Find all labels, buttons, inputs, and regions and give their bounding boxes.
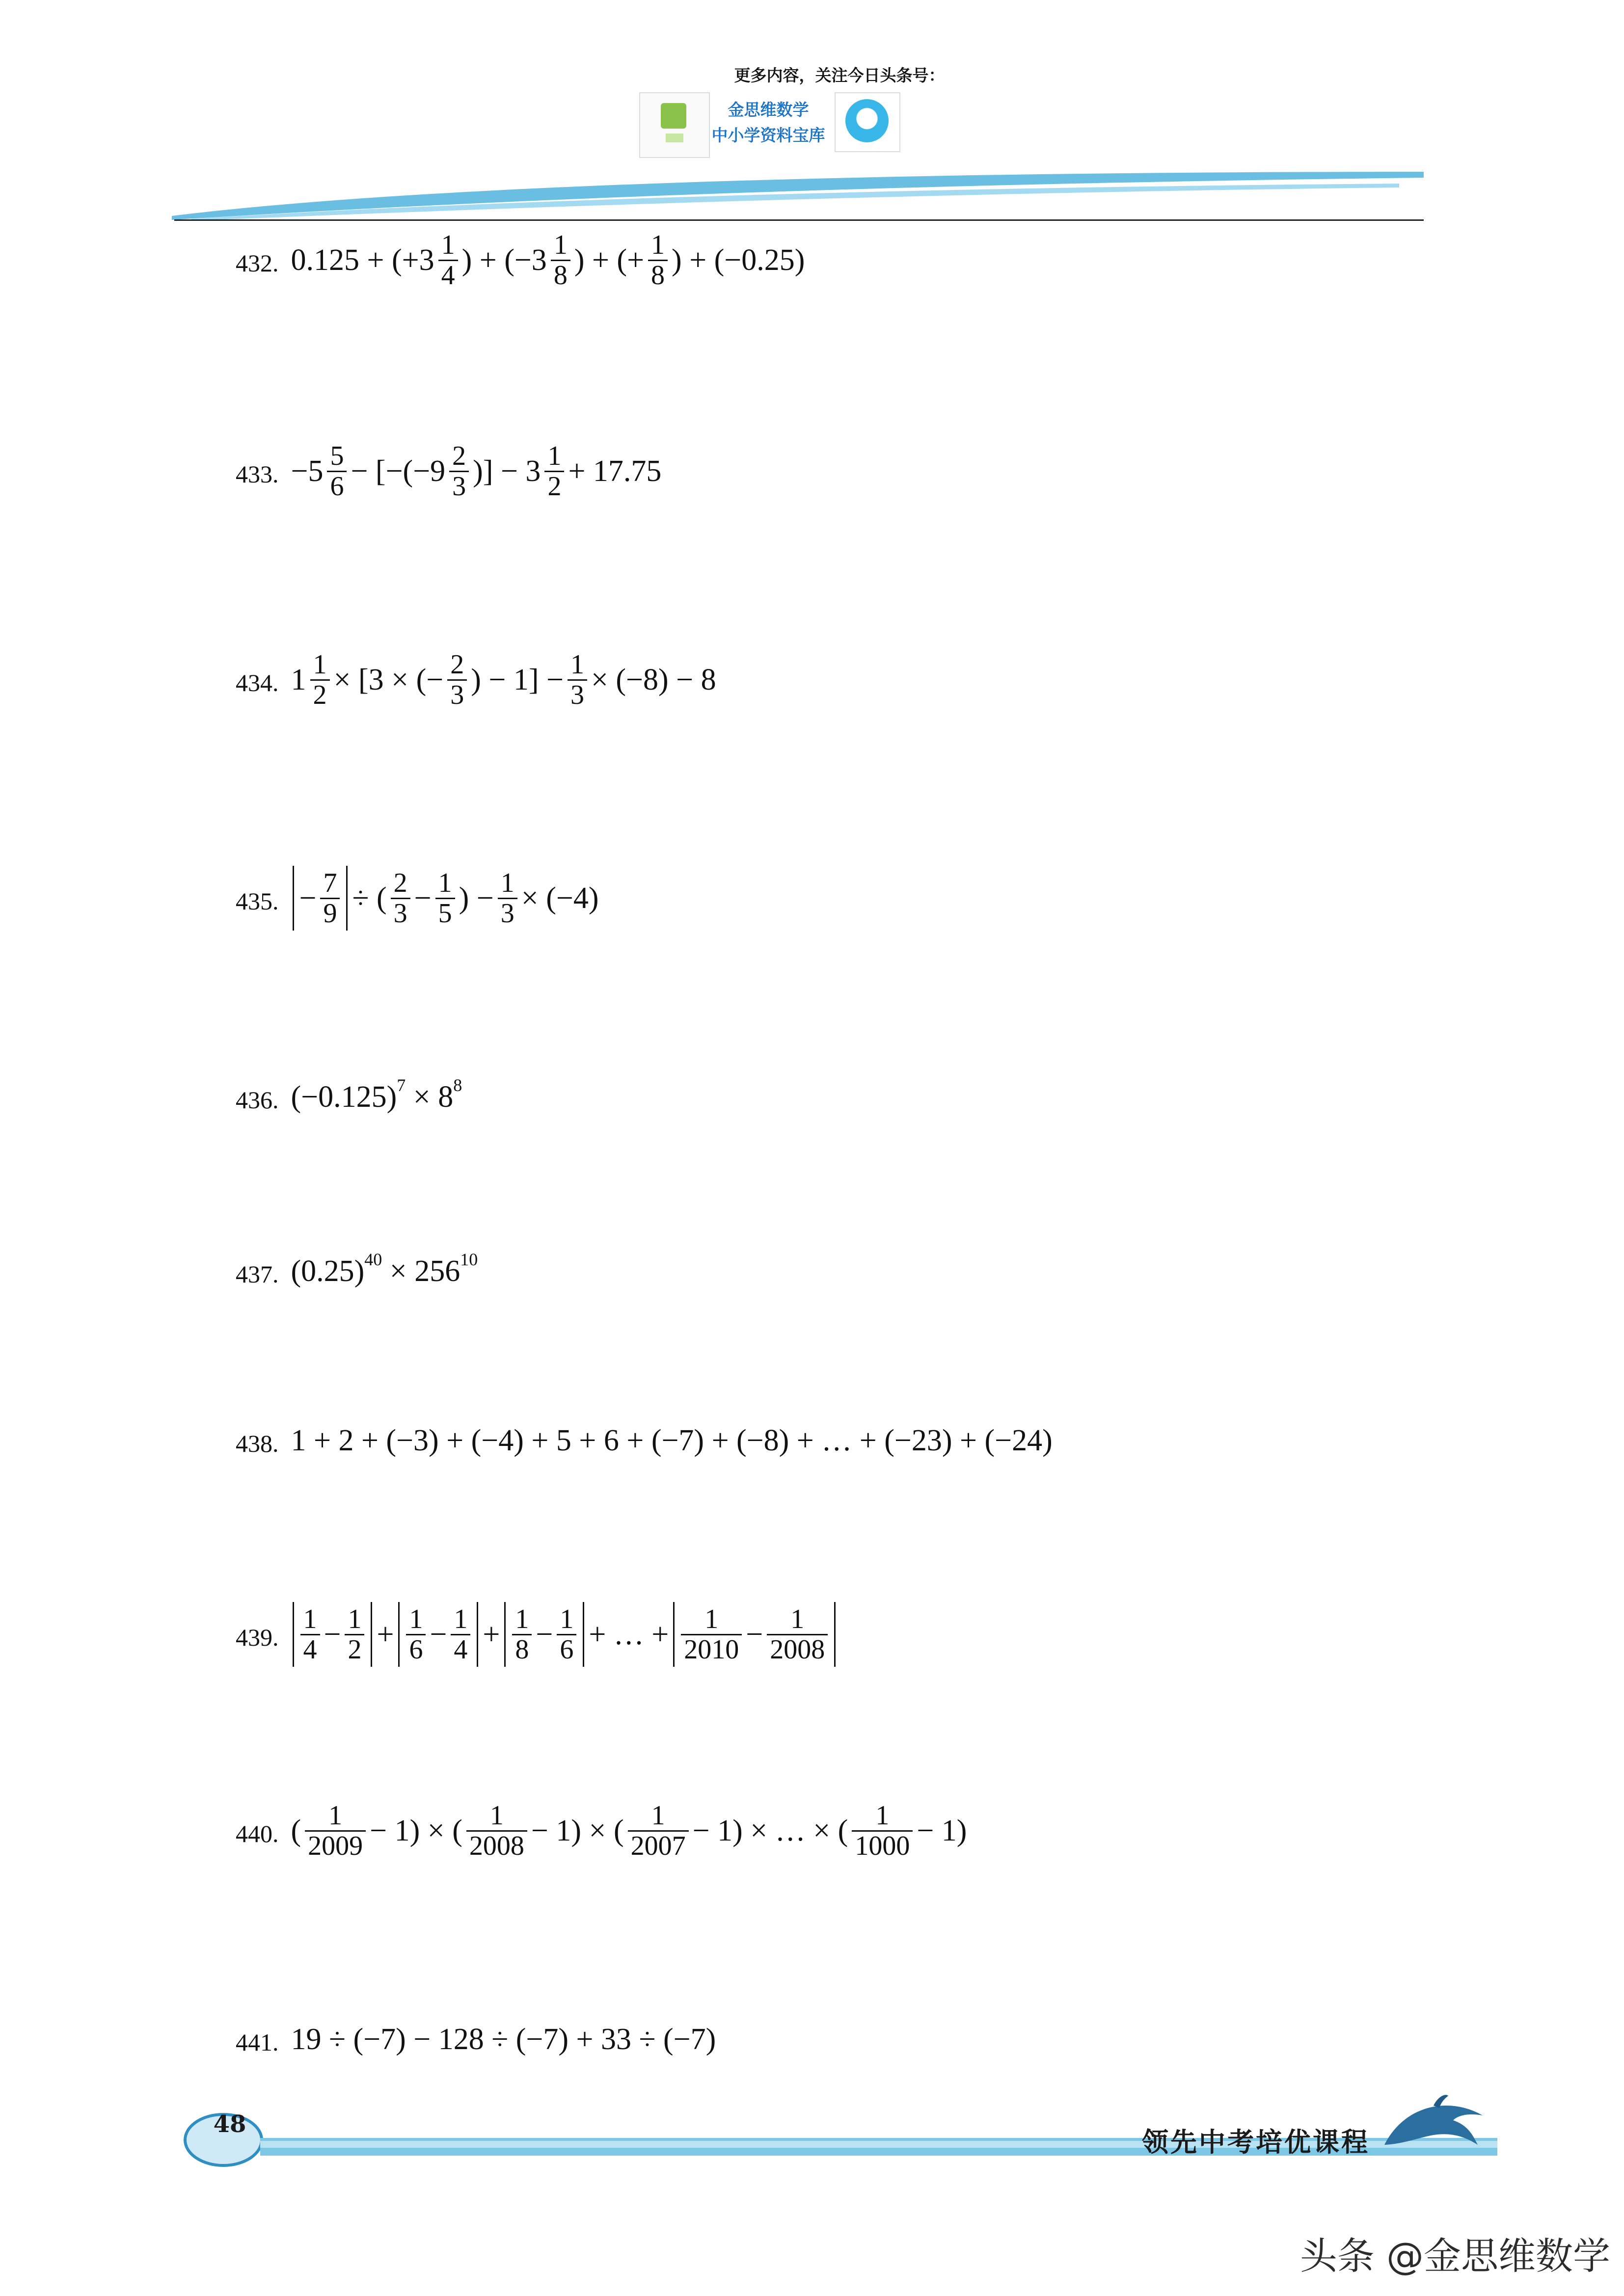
fraction: $\frac{1}{4}$ (300, 1605, 320, 1664)
fraction: $\frac{1}{4}$ (451, 1605, 470, 1664)
fraction: $\frac{1}{3}$ (568, 650, 587, 710)
fraction: $\frac{1}{5}$ (435, 869, 455, 928)
fraction: $\frac{1}{3}$ (498, 869, 517, 928)
mascot-logo-icon (835, 92, 900, 152)
fraction: $\frac{2}{3}$ (449, 442, 469, 501)
problem-number: 439. (236, 1624, 279, 1651)
course-title: 领先中考培优课程 (1142, 2127, 1370, 2158)
problem-440: 440. ( $\frac{1}{2009}$ − 1) × ( $\frac{1}{2008}$ − 1) × ( $\frac{1}{2007}$ − 1) × … × ( $\frac{1}{1000}$ − 1) (236, 1800, 967, 1861)
fraction: $\frac{1}{2010}$ (681, 1605, 742, 1664)
fraction: $\frac{1}{6}$ (557, 1605, 576, 1664)
problem-number: 440. (236, 1820, 279, 1847)
fraction: $\frac{1}{2}$ (544, 442, 564, 501)
problem-436: 436. $(-0.125)^7 \times 8^8$ (236, 1075, 462, 1114)
page-number: 48 (213, 2110, 246, 2138)
problem-number: 434. (236, 669, 279, 696)
watermark-text: 头条 @金思维数学 (1299, 2234, 1610, 2278)
fraction: $\frac{1}{2}$ (310, 650, 330, 710)
problem-number: 435. (236, 887, 279, 915)
problem-number: 437. (236, 1260, 279, 1288)
problem-number: 438. (236, 1430, 279, 1457)
fraction: $\frac{1}{2009}$ (305, 1801, 366, 1861)
fraction: $\frac{1}{8}$ (512, 1605, 532, 1664)
brand-subtitle: 中小学资料宝库 (711, 126, 825, 145)
problem-number: 432. (236, 249, 279, 277)
absolute-value: $\frac{1}{2010}$ − $\frac{1}{2008}$ (673, 1602, 836, 1667)
absolute-value: $\frac{1}{4}$ − $\frac{1}{2}$ (293, 1602, 373, 1667)
fraction: $\frac{1}{4}$ (438, 231, 458, 290)
fraction: $\frac{1}{1000}$ (852, 1801, 913, 1861)
dolphin-icon (1375, 2086, 1497, 2164)
fraction: $\frac{1}{8}$ (551, 231, 570, 290)
problem-433: 433. −5 $\frac{5}{6}$ − [−(−9 $\frac{2}{3}$ )] − 3 $\frac{1}{2}$ + 17.75 (236, 440, 662, 502)
header-promo-text: 更多内容，关注今日头条号： (734, 66, 945, 85)
fraction: $\frac{1}{6}$ (406, 1605, 426, 1664)
fraction: $\frac{5}{6}$ (327, 442, 347, 501)
problem-441: 441. 19 ÷ (−7) − 128 ÷ (−7) + 33 ÷ (−7) (236, 2022, 716, 2056)
fraction: $\frac{1}{2008}$ (466, 1801, 527, 1861)
brand-name: 金思维数学 (728, 100, 809, 119)
fraction: $\frac{2}{3}$ (391, 869, 410, 928)
math-logo-icon (639, 92, 710, 158)
problem-432: 432. 0.125 + (+3 $\frac{1}{4}$ ) + (−3 $\frac{1}{8}$ ) + (+ $\frac{1}{8}$ ) + (−0.25) (236, 229, 805, 291)
absolute-value: − $\frac{7}{9}$ (293, 866, 348, 931)
problem-435: 435. − $\frac{7}{9}$ ÷ ( $\frac{2}{3}$ − $\frac{1}{5}$ ) − $\frac{1}{3}$ × (−4) (236, 854, 600, 942)
fraction: $\frac{1}{2007}$ (628, 1801, 689, 1861)
fraction: $\frac{1}{8}$ (648, 231, 668, 290)
fraction: $\frac{1}{2008}$ (767, 1605, 828, 1664)
fraction: $\frac{7}{9}$ (320, 869, 340, 928)
absolute-value: $\frac{1}{6}$ − $\frac{1}{4}$ (398, 1602, 478, 1667)
fraction: $\frac{2}{3}$ (447, 650, 467, 710)
problem-439: 439. $\frac{1}{4}$ − $\frac{1}{2}$ + $\frac{1}{6}$ − $\frac{1}{4}$ + $\frac{1}{8}$ − $\frac{1}{6}$ + … + $\frac{1}{2010}$ − $\frac{1}{2008}$ (236, 1590, 839, 1679)
problem-434: 434. 1 $\frac{1}{2}$ × [3 × (− $\frac{2}{3}$ ) − 1] − $\frac{1}{3}$ × (−8) − 8 (236, 649, 716, 710)
problem-number: 436. (236, 1086, 279, 1114)
absolute-value: $\frac{1}{8}$ − $\frac{1}{6}$ (504, 1602, 584, 1667)
problem-437: 437. $(0.25)^{40} \times 256^{10}$ (236, 1249, 478, 1288)
problem-number: 441. (236, 2029, 279, 2056)
problem-438: 438. 1 + 2 + (−3) + (−4) + 5 + 6 + (−7) + (−8) + … + (−23) + (−24) (236, 1423, 1053, 1457)
fraction: $\frac{1}{2}$ (345, 1605, 364, 1664)
header-swoosh (172, 162, 1424, 221)
problem-number: 433. (236, 460, 279, 488)
